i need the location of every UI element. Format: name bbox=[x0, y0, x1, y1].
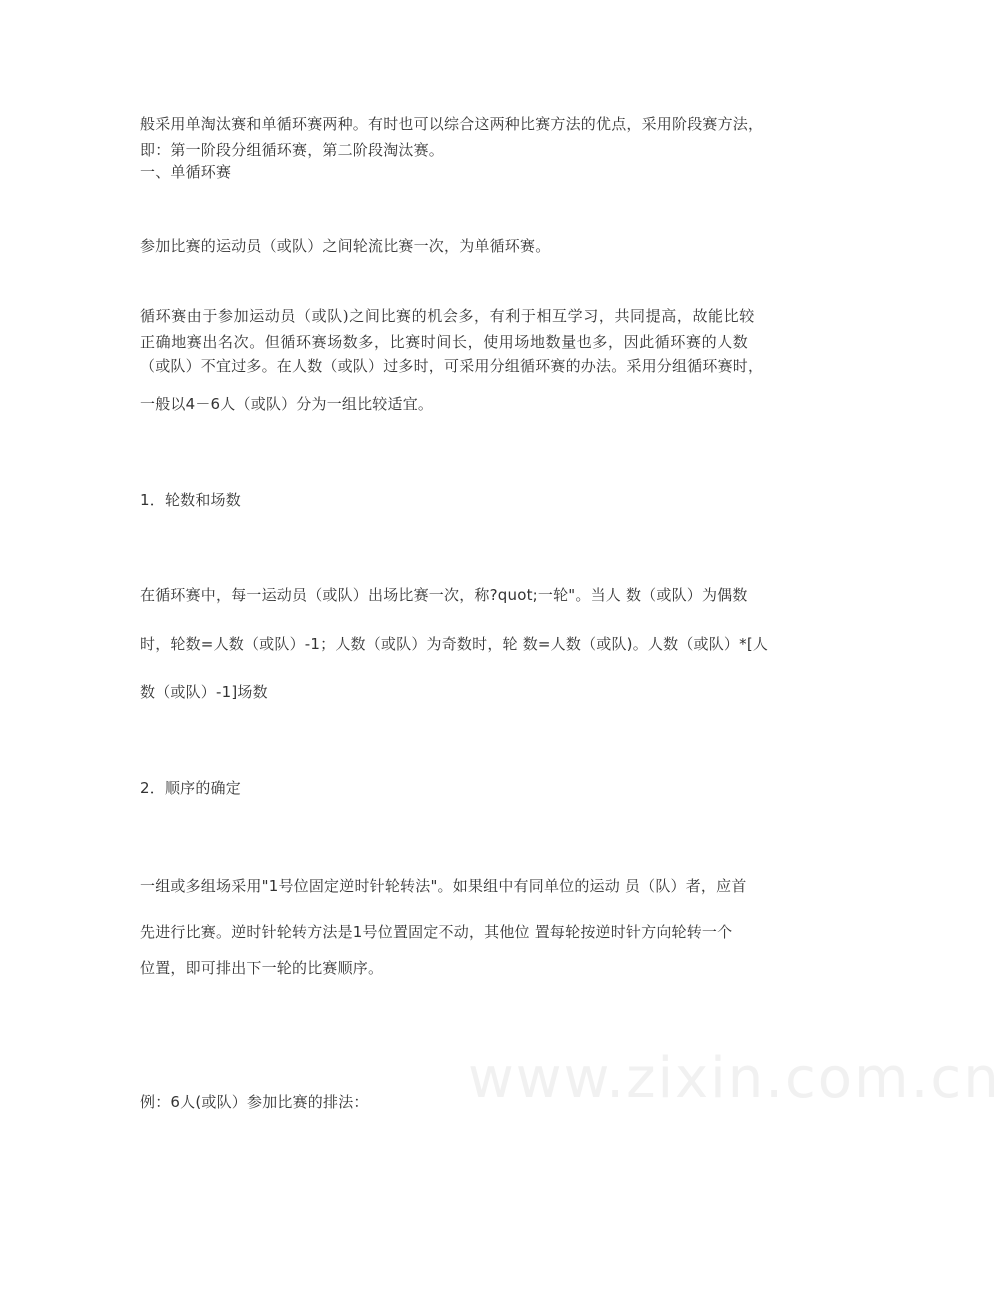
rounds-para-line-1: 在循环赛中，每一运动员（或队）出场比赛一次，称?quot;一轮"。当人 数（或队）为偶数 bbox=[140, 586, 748, 604]
round-robin-para-line-1: 循环赛由于参加运动员（或队)之间比赛的机会多，有利于相互学习，共同提高，故能比较 bbox=[140, 307, 755, 325]
round-robin-definition: 参加比赛的运动员（或队）之间轮流比赛一次，为单循环赛。 bbox=[140, 237, 551, 255]
intro-line-2: 即：第一阶段分组循环赛，第二阶段淘汰赛。 bbox=[140, 141, 445, 159]
rounds-para-line-3: 数（或队）-1]场数 bbox=[140, 683, 268, 701]
watermark: www.zixin.com.cn bbox=[468, 1046, 1001, 1111]
order-para-line-3: 位置，即可排出下一轮的比赛顺序。 bbox=[140, 959, 384, 977]
order-para-line-1: 一组或多组场采用"1号位固定逆时针轮转法"。如果组中有同单位的运动 员（队）者，应首 bbox=[140, 877, 747, 895]
subsection-heading-order: 2．顺序的确定 bbox=[140, 779, 241, 797]
subsection-heading-rounds: 1．轮数和场数 bbox=[140, 491, 241, 509]
example-line: 例：6人(或队）参加比赛的排法： bbox=[140, 1093, 369, 1111]
rounds-para-line-2: 时，轮数=人数（或队）-1；人数（或队）为奇数时，轮 数=人数（或队)。人数（或队）*[人 bbox=[140, 635, 769, 653]
section-heading-round-robin: 一、单循环赛 bbox=[140, 163, 232, 181]
round-robin-para-line-4: 一般以4－6人（或队）分为一组比较适宜。 bbox=[140, 395, 434, 413]
round-robin-para-line-3: （或队）不宜过多。在人数（或队）过多时，可采用分组循环赛的办法。采用分组循环赛时， bbox=[140, 357, 764, 375]
intro-line-1: 般采用单淘汰赛和单循环赛两种。有时也可以综合这两种比赛方法的优点，采用阶段赛方法， bbox=[140, 115, 764, 133]
round-robin-para-line-2: 正确地赛出名次。但循环赛场数多，比赛时间长，使用场地数量也多，因此循环赛的人数 bbox=[140, 333, 749, 351]
order-para-line-2: 先进行比赛。逆时针轮转方法是1号位置固定不动，其他位 置每轮按逆时针方向轮转一个 bbox=[140, 923, 733, 941]
